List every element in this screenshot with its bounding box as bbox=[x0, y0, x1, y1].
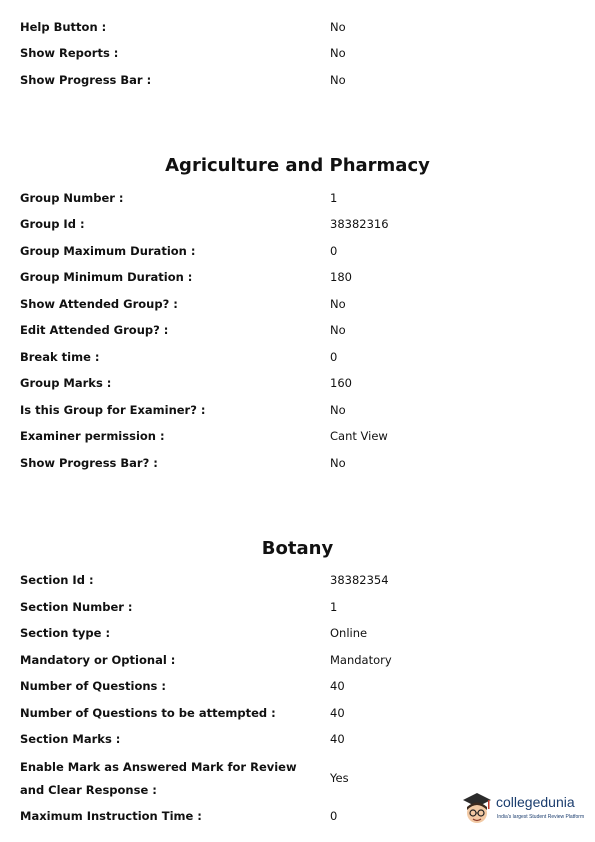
group-value: No bbox=[330, 323, 346, 337]
setting-row bbox=[0, 43, 595, 63]
group-row bbox=[0, 400, 595, 420]
setting-value: No bbox=[330, 46, 346, 60]
group-row bbox=[0, 373, 595, 393]
group-row bbox=[0, 214, 595, 234]
group-label: Group Minimum Duration : bbox=[20, 270, 193, 284]
group-value: 0 bbox=[330, 244, 338, 258]
section-row bbox=[0, 676, 595, 696]
group-label: Group Marks : bbox=[20, 376, 112, 390]
collegedunia-logo bbox=[460, 788, 590, 828]
group-row bbox=[0, 320, 595, 340]
group-row bbox=[0, 453, 595, 473]
section-value: 40 bbox=[330, 706, 345, 720]
group-value: No bbox=[330, 456, 346, 470]
section-title: Botany bbox=[261, 538, 334, 559]
group-row bbox=[0, 188, 595, 208]
group-label: Show Attended Group? : bbox=[20, 297, 178, 311]
group-value: Cant View bbox=[330, 429, 388, 443]
setting-value: No bbox=[330, 73, 346, 87]
group-row bbox=[0, 426, 595, 446]
setting-label: Show Reports : bbox=[20, 46, 119, 60]
group-row bbox=[0, 241, 595, 261]
group-value: 180 bbox=[330, 270, 352, 284]
section-value: Online bbox=[330, 626, 368, 640]
group-label: Examiner permission : bbox=[20, 429, 165, 443]
section-row bbox=[0, 650, 595, 670]
section-value: 1 bbox=[330, 600, 338, 614]
section-row bbox=[0, 703, 595, 723]
section-label: Number of Questions : bbox=[20, 679, 166, 693]
group-label: Group Maximum Duration : bbox=[20, 244, 196, 258]
instruction-time-value: 0 bbox=[330, 809, 338, 823]
setting-label: Show Progress Bar : bbox=[20, 73, 152, 87]
section-value: 40 bbox=[330, 679, 345, 693]
setting-row bbox=[0, 70, 595, 90]
group-label: Group Id : bbox=[20, 217, 85, 231]
section-row bbox=[0, 623, 595, 643]
group-title: Agriculture and Pharmacy bbox=[165, 155, 430, 176]
setting-row bbox=[0, 17, 595, 37]
logo-name: collegedunia bbox=[496, 794, 575, 810]
group-value: 160 bbox=[330, 376, 352, 390]
section-row bbox=[0, 597, 595, 617]
group-row bbox=[0, 294, 595, 314]
section-value: Mandatory bbox=[330, 653, 392, 667]
section-row bbox=[0, 570, 595, 590]
section-label: Section Marks : bbox=[20, 732, 121, 746]
section-label: Section Number : bbox=[20, 600, 133, 614]
setting-label: Help Button : bbox=[20, 20, 107, 34]
group-label: Is this Group for Examiner? : bbox=[20, 403, 206, 417]
group-value: No bbox=[330, 297, 346, 311]
group-value: 38382316 bbox=[330, 217, 389, 231]
section-row bbox=[0, 729, 595, 749]
mark-review-label: Enable Mark as Answered Mark for Review and Clear Response : bbox=[20, 760, 297, 797]
section-label: Section Id : bbox=[20, 573, 94, 587]
instruction-time-label: Maximum Instruction Time : bbox=[20, 809, 202, 823]
group-value: No bbox=[330, 403, 346, 417]
section-value: 38382354 bbox=[330, 573, 389, 587]
section-value: 40 bbox=[330, 732, 345, 746]
group-row bbox=[0, 347, 595, 367]
group-value: 0 bbox=[330, 350, 338, 364]
mark-review-value: Yes bbox=[330, 771, 349, 785]
group-label: Group Number : bbox=[20, 191, 124, 205]
group-label: Break time : bbox=[20, 350, 100, 364]
section-label: Number of Questions to be attempted : bbox=[20, 706, 276, 720]
group-label: Edit Attended Group? : bbox=[20, 323, 169, 337]
logo-tagline: India's largest Student Review Platform bbox=[497, 814, 585, 820]
group-label: Show Progress Bar? : bbox=[20, 456, 158, 470]
setting-value: No bbox=[330, 20, 346, 34]
group-value: 1 bbox=[330, 191, 338, 205]
graduate-mascot-icon bbox=[460, 788, 494, 828]
group-row bbox=[0, 267, 595, 287]
section-label: Section type : bbox=[20, 626, 111, 640]
section-label: Mandatory or Optional : bbox=[20, 653, 176, 667]
